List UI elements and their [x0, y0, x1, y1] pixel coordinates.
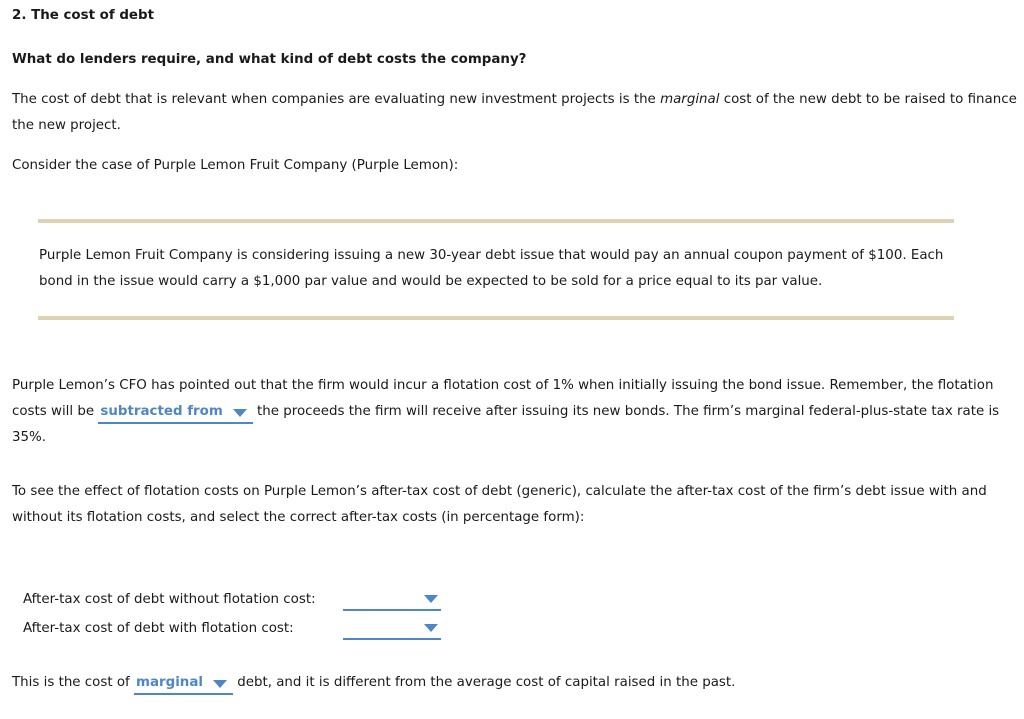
flotation-line3: 35%.	[12, 430, 47, 445]
caret-down-icon	[213, 680, 227, 688]
conclusion-paragraph	[12, 670, 735, 696]
case-box-bottom-rule	[38, 316, 954, 320]
conclusion-after: debt, and it is different from the average cost of capital raised in the past.	[232, 675, 736, 690]
case-box-top-rule	[38, 219, 954, 223]
conclusion-dropdown-value: marginal	[136, 675, 203, 690]
flotation-dropdown-value: subtracted from	[100, 404, 223, 419]
intro-text-line2: the new project.	[12, 118, 121, 133]
intro-paragraph	[12, 87, 1017, 139]
caret-down-icon	[424, 595, 438, 603]
intro-text-before: The cost of debt that is relevant when companies are evaluating new investment projects is the	[12, 92, 661, 107]
flotation-line2-before: costs will be	[12, 404, 99, 419]
flotation-line2-after: the proceeds the firm will receive after issuing its new bonds. The firm’s marginal federal-plus-state tax rate is	[252, 404, 1000, 419]
without-flotation-label: After-tax cost of debt without flotation cost:	[23, 592, 316, 607]
consider-text: Consider the case of Purple Lemon Fruit Company (Purple Lemon):	[12, 158, 459, 173]
with-flotation-dropdown[interactable]	[343, 620, 441, 640]
flotation-paragraph	[12, 373, 999, 451]
question-heading: What do lenders require, and what kind of debt costs the company?	[12, 52, 527, 67]
instructions-line1: To see the effect of flotation costs on Purple Lemon’s after-tax cost of debt (generic), calculate the after-tax cost of the firm’s debt issue with and	[12, 484, 987, 499]
conclusion-dropdown[interactable]	[134, 673, 233, 695]
intro-emphasis: marginal	[660, 92, 720, 107]
conclusion-before: This is the cost of	[12, 675, 135, 690]
instructions-paragraph	[12, 479, 987, 531]
caret-down-icon	[233, 409, 247, 417]
case-box-line2: bond in the issue would carry a $1,000 par value and would be expected to be sold for a price equal to its par value.	[39, 274, 823, 289]
with-flotation-label: After-tax cost of debt with flotation cost:	[23, 621, 294, 636]
without-flotation-dropdown[interactable]	[343, 591, 441, 611]
instructions-line2: without its flotation costs, and select the correct after-tax costs (in percentage form):	[12, 510, 585, 525]
flotation-dropdown[interactable]	[98, 402, 252, 424]
case-box-line1: Purple Lemon Fruit Company is considering issuing a new 30-year debt issue that would pay an annual coupon payment of $100. Each	[39, 248, 944, 263]
case-box	[39, 243, 943, 295]
caret-down-icon	[424, 624, 438, 632]
intro-text-after: cost of the new debt to be raised to finance	[719, 92, 1017, 107]
flotation-line1: Purple Lemon’s CFO has pointed out that the firm would incur a flotation cost of 1% when initially issuing the bond issue. Remember, the flotation	[12, 378, 994, 393]
section-title: 2. The cost of debt	[12, 8, 154, 23]
